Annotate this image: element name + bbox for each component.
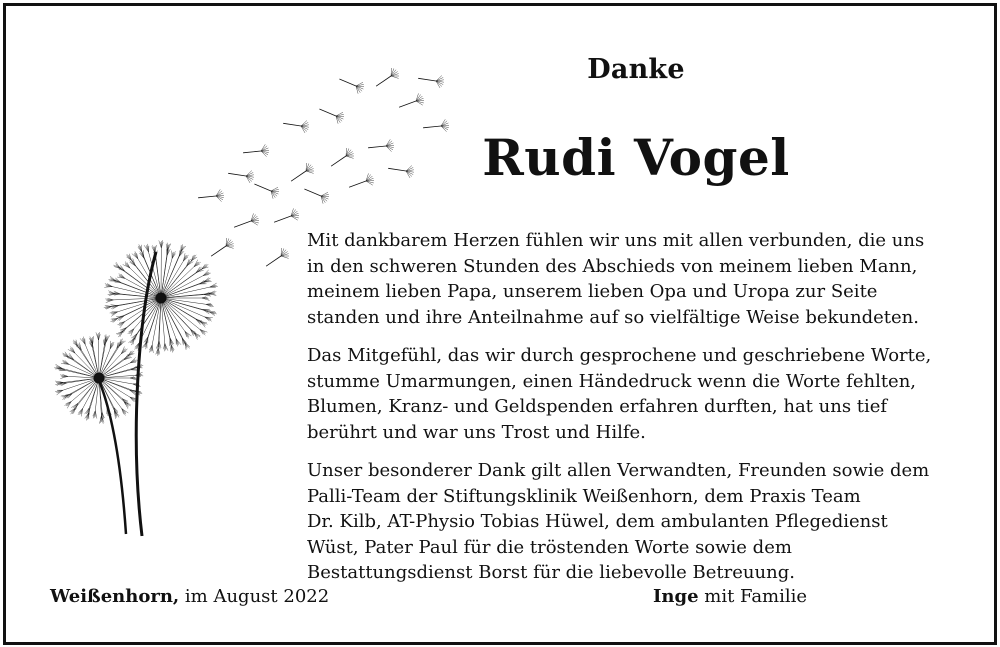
flying-seed bbox=[228, 171, 254, 183]
obituary-notice-card bbox=[3, 3, 997, 645]
dandelion-head bbox=[54, 332, 143, 424]
place-date bbox=[50, 586, 329, 607]
text-line: in den schweren Stunden des Abschieds von meinem lieben Mann, bbox=[307, 255, 918, 277]
deceased-name: Rudi Vogel bbox=[482, 128, 790, 187]
text-line: Das Mitgefühl, das wir durch gesprochene und geschriebene Worte, bbox=[307, 345, 932, 366]
flying-seed bbox=[339, 79, 364, 94]
text-line: Palli-Team der Stiftungsklinik Weißenhorn, dem Praxis Team bbox=[307, 485, 861, 507]
flying-seed bbox=[211, 238, 234, 256]
text-line: Wüst, Pater Paul für die tröstenden Worte sowie dem bbox=[307, 536, 792, 558]
text-line: berührt und war uns Trost und Hilfe. bbox=[307, 421, 646, 443]
flying-seed bbox=[399, 93, 424, 107]
text-line: Unser besonderer Dank gilt allen Verwandten, Freunden sowie dem bbox=[307, 460, 930, 481]
flying-seed bbox=[423, 119, 449, 131]
date: im August 2022 bbox=[184, 586, 330, 607]
flying-seed bbox=[304, 189, 329, 204]
dandelion-head bbox=[104, 240, 218, 356]
paragraph-gratitude bbox=[307, 228, 967, 330]
flying-seed bbox=[376, 68, 399, 86]
flying-seed bbox=[254, 184, 279, 199]
flying-seed bbox=[349, 173, 374, 187]
text-line: Dr. Kilb, AT-Physio Tobias Hüwel, dem ambulanten Pflegedienst bbox=[307, 511, 888, 532]
flying-seed bbox=[331, 148, 354, 166]
paragraph-special-thanks bbox=[307, 458, 967, 586]
signer-suffix: mit Familie bbox=[704, 586, 808, 607]
notice-heading: Danke bbox=[587, 54, 685, 85]
flying-seed bbox=[198, 189, 224, 201]
place: Weißenhorn, bbox=[50, 586, 180, 607]
flying-seed bbox=[368, 139, 394, 151]
text-line: Bestattungsdienst Borst für die liebevolle Betreuung. bbox=[307, 562, 795, 583]
text-line: stumme Umarmungen, einen Händedruck wenn die Worte fehlten, bbox=[307, 370, 917, 392]
flying-seed bbox=[319, 109, 344, 124]
flying-seed bbox=[291, 163, 314, 181]
flying-seed bbox=[388, 166, 414, 178]
flying-seed bbox=[283, 121, 309, 133]
signature bbox=[653, 586, 807, 607]
text-line: meinem lieben Papa, unserem lieben Opa und Uropa zur Seite bbox=[307, 281, 878, 302]
flying-seed bbox=[234, 213, 259, 227]
flying-seed bbox=[266, 248, 289, 266]
paragraph-sympathy bbox=[307, 343, 967, 445]
flying-seed bbox=[243, 144, 269, 156]
text-line: Blumen, Kranz- und Geldspenden erfahren durften, hat uns tief bbox=[307, 396, 888, 417]
signer-name: Inge bbox=[653, 586, 699, 607]
text-line: standen und ihre Anteilnahme auf so vielfältige Weise bekundeten. bbox=[307, 306, 919, 328]
dandelion-stem bbox=[98, 378, 126, 534]
notice-body bbox=[307, 228, 967, 599]
text-line: Mit dankbarem Herzen fühlen wir uns mit allen verbunden, die uns bbox=[307, 230, 925, 251]
flying-seed bbox=[274, 208, 299, 222]
flying-seed bbox=[418, 76, 444, 88]
